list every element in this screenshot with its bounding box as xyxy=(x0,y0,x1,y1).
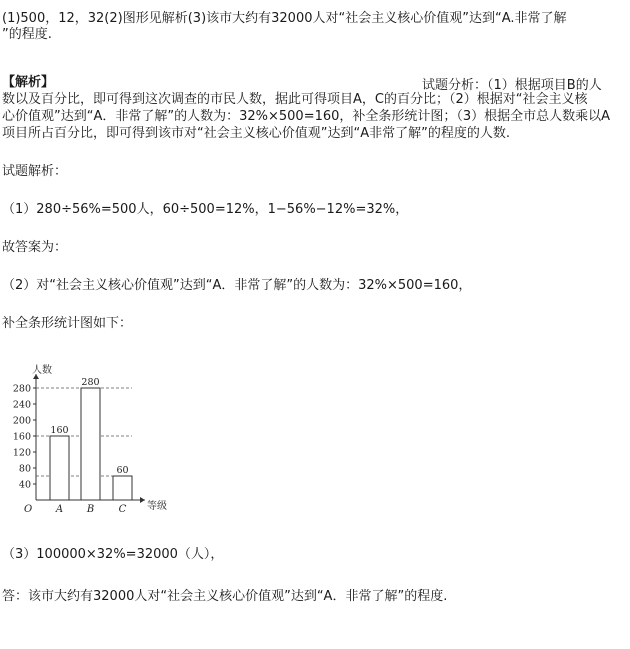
solution-heading: 试题解析： xyxy=(2,164,68,179)
y-tick-label: 160 xyxy=(12,431,31,443)
y-tick-label: 200 xyxy=(12,415,31,427)
y-tick-label: 40 xyxy=(18,479,31,491)
origin-label: O xyxy=(24,504,33,514)
conclusion: 答：该市大约有32000人对“社会主义核心价值观”达到“A．非常了解”的程度. xyxy=(2,589,448,604)
bar-c xyxy=(113,476,132,500)
solution-part-1: （1）280÷56%=500人，60÷500=12%，1−56%−12%=32%， xyxy=(2,202,409,217)
bar-chart xyxy=(10,364,200,514)
chart-intro: 补全条形统计图如下： xyxy=(2,316,133,331)
bar-value-label: 280 xyxy=(81,377,100,388)
x-axis-label: 等级 xyxy=(147,501,167,512)
bar-value-label: 160 xyxy=(50,425,69,436)
analysis-heading: 【解析】 xyxy=(2,75,55,90)
so-answer-label: 故答案为： xyxy=(2,240,68,255)
y-tick-label: 80 xyxy=(18,463,31,475)
analysis-line-3: 项目所占百分比，即可得到该市对“社会主义核心价值观”达到“A非常了解”的程度的人数. xyxy=(2,126,510,141)
x-axis-arrow xyxy=(140,497,145,503)
solution-part-3: （3）100000×32%=32000（人）， xyxy=(2,547,224,562)
analysis-line-1: 数以及百分比，即可得到这次调查的市民人数，据此可得项目A，C的百分比；（2）根据对“社会主义核 xyxy=(2,92,588,107)
bar-b xyxy=(81,388,100,500)
category-label: B xyxy=(86,504,95,514)
y-tick-label: 280 xyxy=(12,383,31,395)
category-label: A xyxy=(55,504,64,514)
answer-line-2: ”的程度. xyxy=(2,27,52,42)
category-label: C xyxy=(118,504,127,514)
y-tick-label: 120 xyxy=(12,447,31,459)
y-axis-label: 人数 xyxy=(32,365,52,376)
solution-part-2: （2）对“社会主义核心价值观”达到“A．非常了解”的人数为：32%×500=160， xyxy=(2,278,472,293)
answer-line-1: (1)500，12，32(2)图形见解析(3)该市大约有32000人对“社会主义核心价值观”达到“A.非常了解 xyxy=(2,11,567,26)
analysis-intro: 试题分析：（1）根据项目B的人 xyxy=(422,78,602,93)
y-tick-label: 240 xyxy=(12,399,31,411)
bar-value-label: 60 xyxy=(116,465,129,476)
analysis-line-2: 心价值观”达到“A．非常了解”的人数为：32%×500=160，补全条形统计图；（3）根据全市总人数乘以A xyxy=(2,109,611,124)
bar-a xyxy=(50,436,69,500)
